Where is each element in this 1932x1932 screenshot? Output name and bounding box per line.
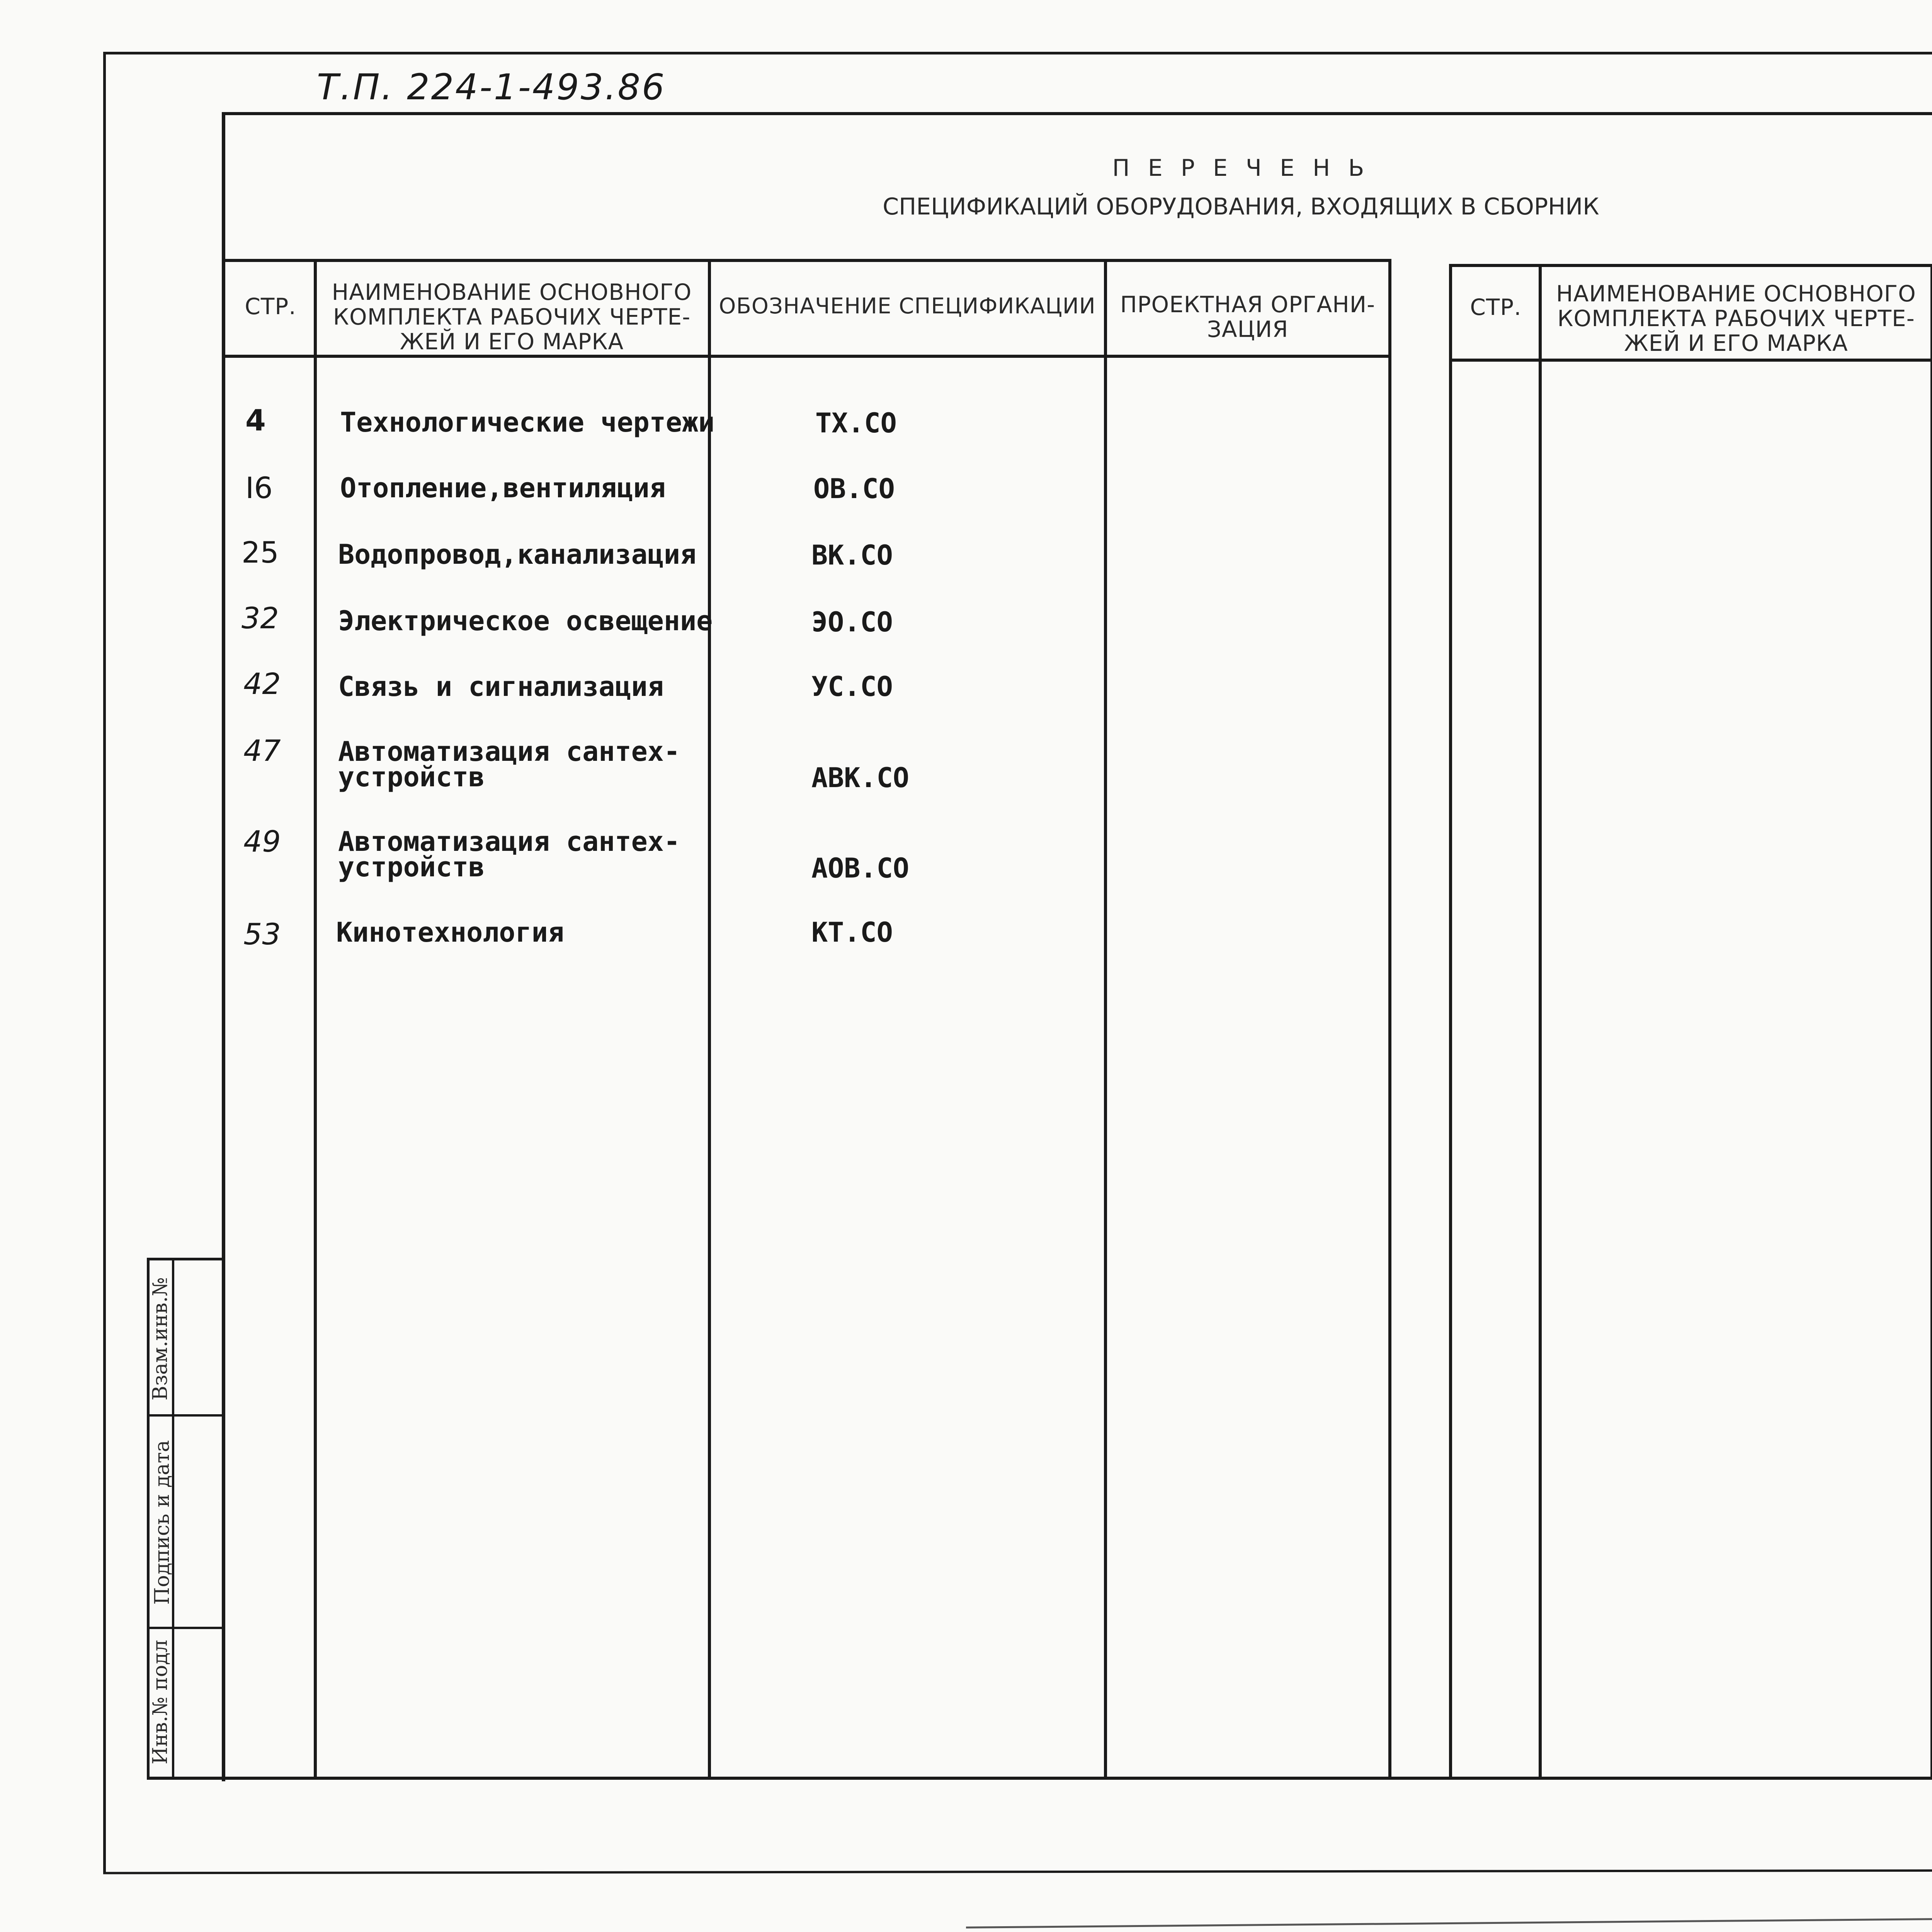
list-title: П Е Р Е Ч Е Н Ь bbox=[1112, 155, 1370, 182]
left-table-top bbox=[224, 259, 1391, 262]
row-designation: ОВ.СО bbox=[813, 473, 895, 505]
row-page: 53 bbox=[243, 917, 281, 951]
right-col-sep-1 bbox=[1539, 264, 1542, 1780]
outer-frame-bottom bbox=[103, 1869, 1932, 1874]
row-name: Автоматизация сантех- устройств bbox=[338, 736, 680, 793]
row-page: I6 bbox=[245, 471, 273, 505]
stamp-top bbox=[147, 1258, 224, 1260]
row-name: Водопровод,канализация bbox=[338, 539, 697, 570]
inner-frame-top bbox=[224, 112, 1932, 115]
outer-frame-top bbox=[104, 52, 1932, 54]
row-designation: ЭО.СО bbox=[811, 606, 893, 638]
right-table-top bbox=[1450, 264, 1932, 267]
left-header-designation: ОБОЗНАЧЕНИЕ СПЕЦИФИКАЦИИ bbox=[719, 294, 1096, 319]
stamp-original-inv: Инв.№ подл bbox=[149, 1639, 172, 1765]
row-page: 25 bbox=[242, 535, 279, 570]
row-designation: ВК.СО bbox=[811, 539, 893, 571]
scan-stroke bbox=[966, 1918, 1932, 1929]
row-page: 4 bbox=[245, 403, 266, 437]
row-designation: АВК.СО bbox=[811, 762, 909, 794]
row-page: 49 bbox=[243, 824, 281, 859]
row-designation: ТХ.СО bbox=[815, 407, 897, 439]
stamp-signature-date: Подпись и дата bbox=[151, 1440, 174, 1605]
row-name: Технологические чертежи bbox=[340, 406, 715, 438]
left-col-sep-3 bbox=[1104, 259, 1107, 1780]
left-table-right bbox=[1388, 259, 1391, 1780]
right-col-sep-2 bbox=[1930, 264, 1932, 1780]
left-table-header-bottom bbox=[224, 355, 1391, 358]
stamp-replaced-inv: Взам.инв.№ bbox=[149, 1277, 172, 1401]
row-name: Отопление,вентиляция bbox=[340, 472, 666, 504]
row-name: Автоматизация сантех- устройств bbox=[338, 826, 680, 883]
outer-frame-left bbox=[103, 52, 106, 1872]
left-col-sep-1 bbox=[314, 259, 317, 1780]
row-designation: КТ.СО bbox=[811, 917, 893, 948]
left-header-page: СТР. bbox=[245, 293, 296, 320]
row-designation: УС.СО bbox=[811, 671, 893, 702]
row-page: 42 bbox=[243, 667, 281, 701]
row-page: 47 bbox=[243, 733, 281, 768]
left-header-organization: ПРОЕКТНАЯ ОРГАНИ- ЗАЦИЯ bbox=[1120, 291, 1376, 342]
left-col-sep-2 bbox=[708, 259, 711, 1780]
right-table-header-bottom bbox=[1450, 359, 1932, 362]
right-table-left bbox=[1449, 264, 1452, 1780]
right-header-page: СТР. bbox=[1470, 294, 1522, 320]
row-name: Кинотехнология bbox=[336, 917, 565, 948]
list-subtitle: СПЕЦИФИКАЦИЙ ОБОРУДОВАНИЯ, ВХОДЯЩИХ В СБОРНИК bbox=[883, 193, 1599, 220]
row-page: 32 bbox=[242, 601, 279, 635]
row-designation: АОВ.СО bbox=[811, 852, 909, 884]
right-table-bottom bbox=[1391, 1777, 1932, 1780]
inner-frame-left bbox=[222, 112, 225, 1781]
row-name: Электрическое освещение bbox=[338, 605, 713, 637]
document-code: Т.П. 224-1-493.86 bbox=[317, 66, 666, 108]
left-table-bottom bbox=[147, 1777, 1391, 1780]
right-header-name: НАИМЕНОВАНИЕ ОСНОВНОГО КОМПЛЕКТА РАБОЧИХ ЧЕРТЕ- ЖЕЙ И ЕГО МАРКА bbox=[1556, 281, 1916, 356]
row-name: Связь и сигнализация bbox=[338, 671, 664, 702]
left-header-name: НАИМЕНОВАНИЕ ОСНОВНОГО КОМПЛЕКТА РАБОЧИХ ЧЕРТЕ- ЖЕЙ И ЕГО МАРКА bbox=[332, 279, 692, 355]
